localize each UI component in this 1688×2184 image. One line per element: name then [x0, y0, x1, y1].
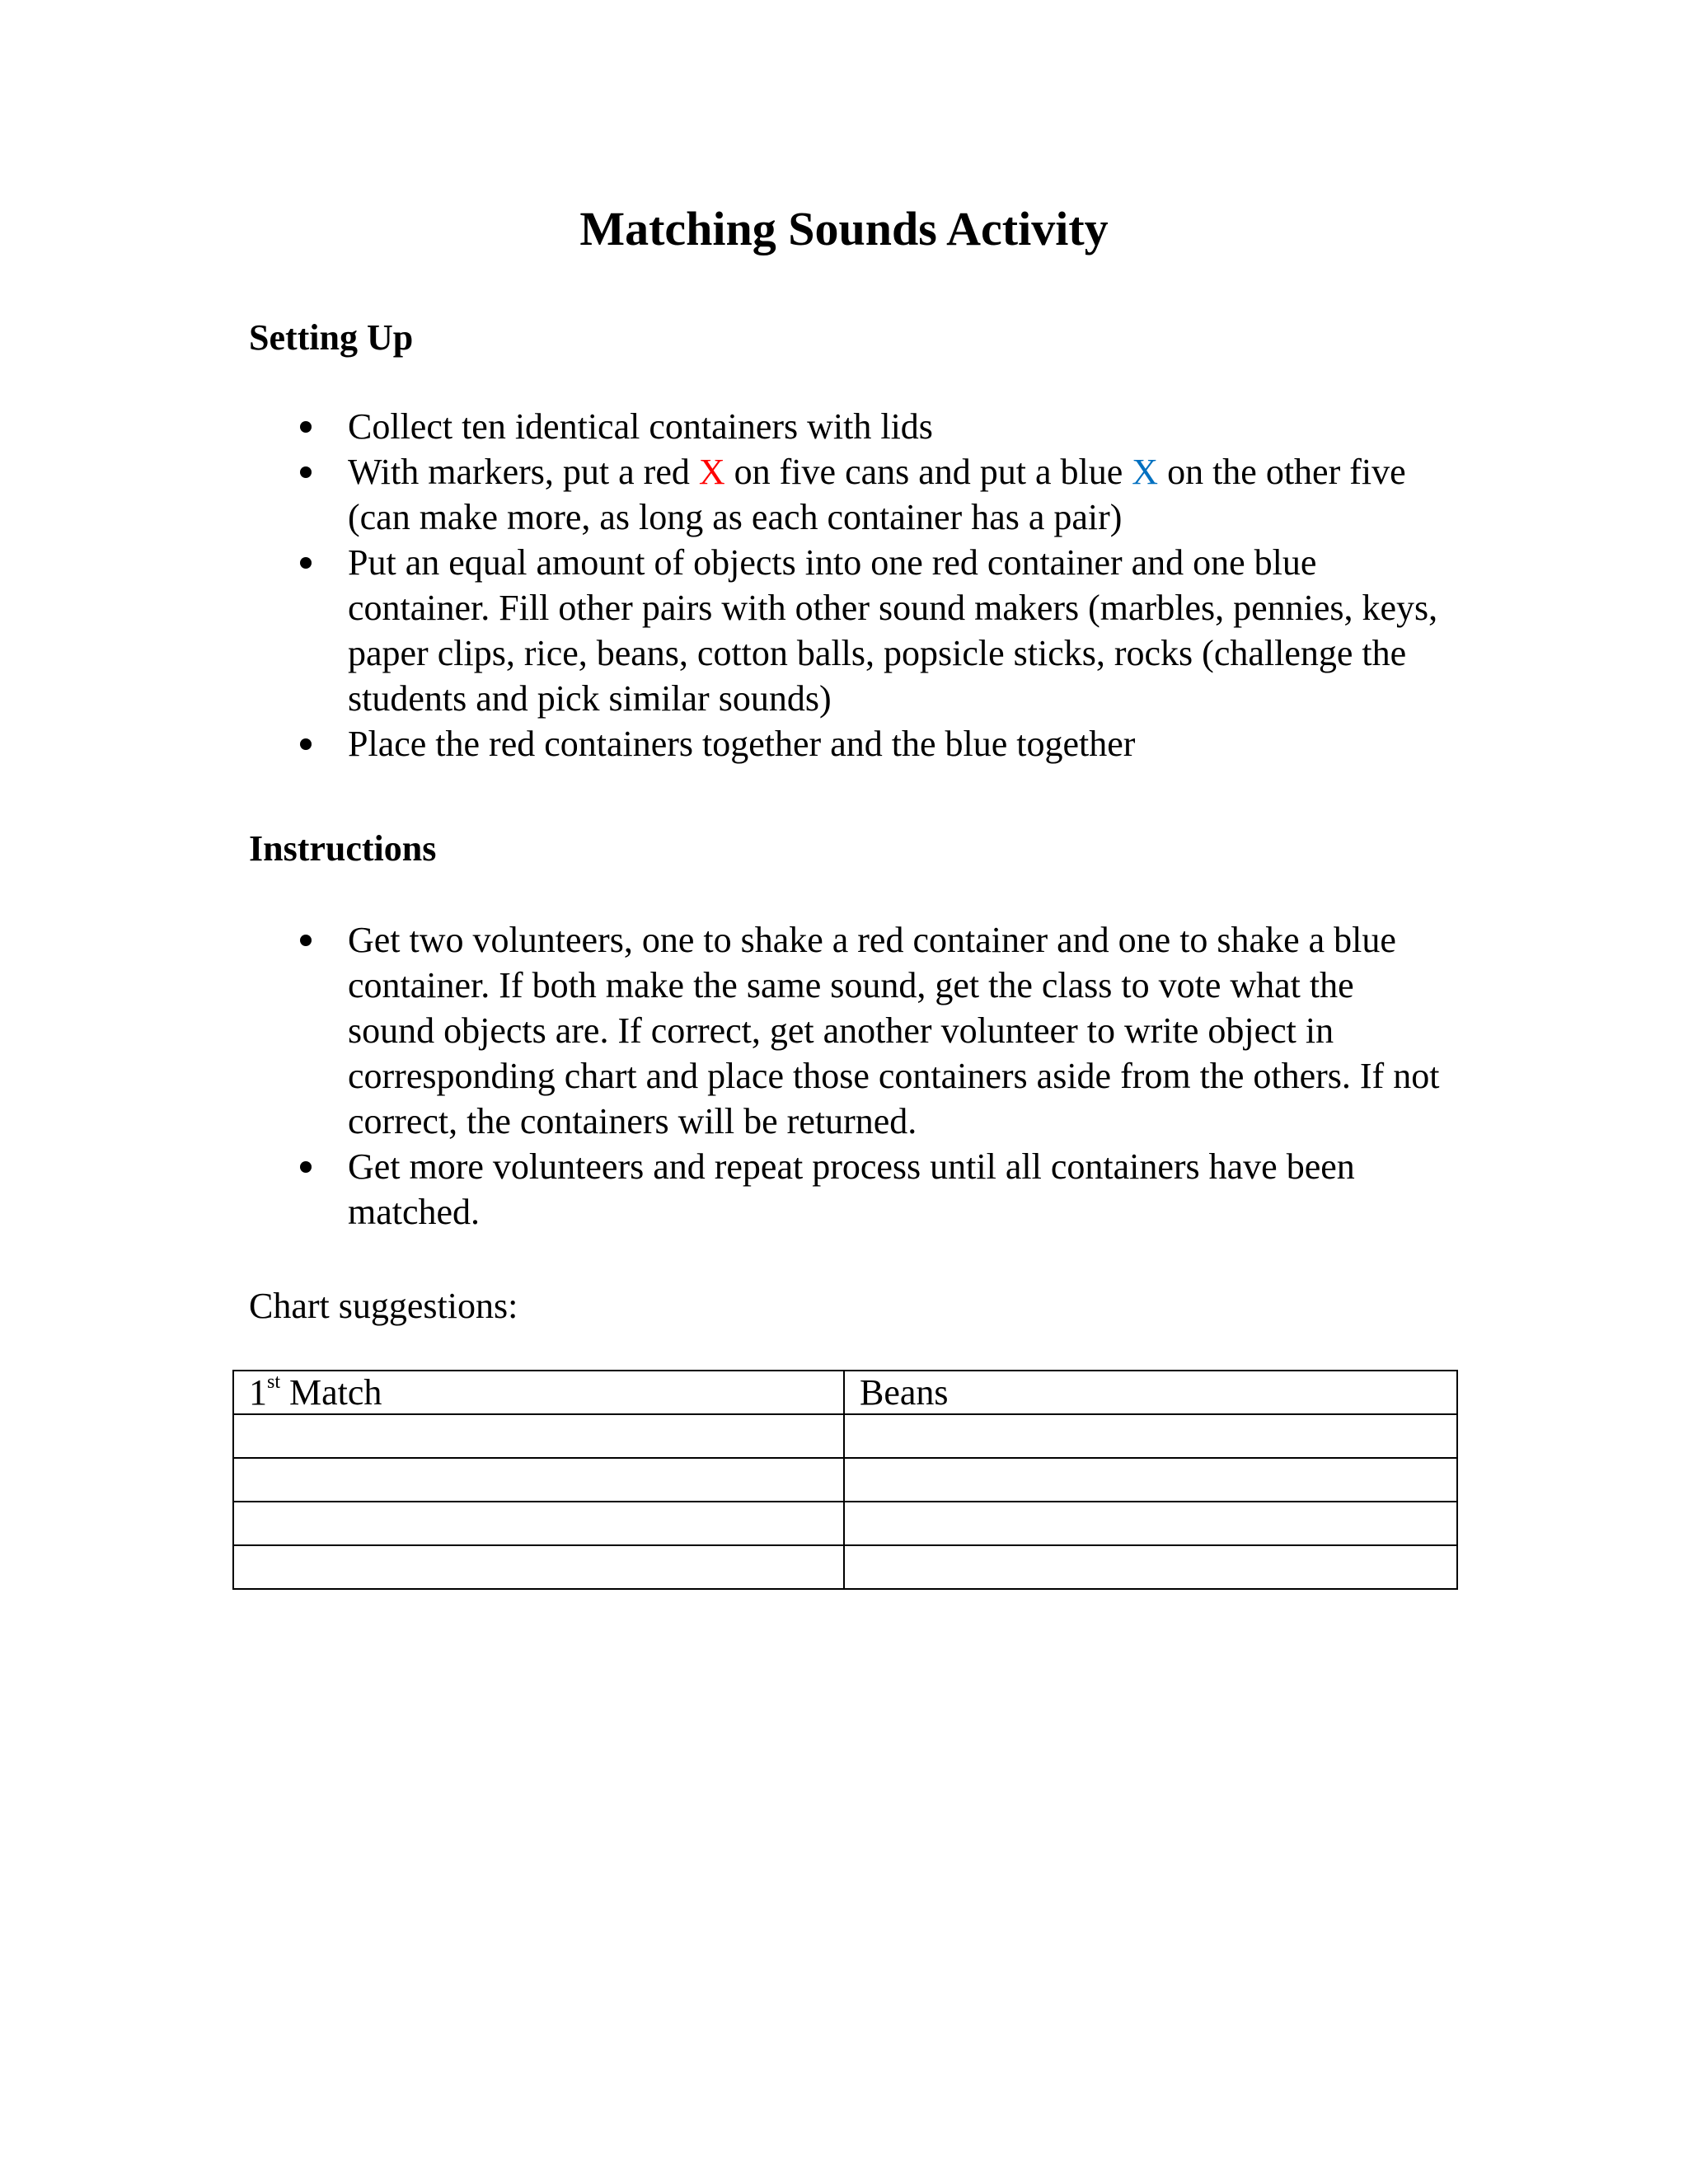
list-item-text: Place the red containers together and the blue together	[348, 724, 1136, 764]
blue-x-mark: X	[1132, 452, 1159, 492]
table-cell	[844, 1502, 1457, 1545]
table-cell	[844, 1545, 1457, 1589]
table-cell	[844, 1458, 1457, 1502]
list-item-text: Get more volunteers and repeat process until all containers have been matched.	[348, 1146, 1355, 1232]
table-cell	[844, 1414, 1457, 1458]
match-ordinal-suffix: st	[267, 1371, 281, 1394]
instructions-list	[249, 917, 1444, 1235]
list-item-text-part: on five cans and put a blue	[724, 452, 1132, 492]
bullet-icon	[300, 935, 312, 946]
match-label: Match	[280, 1372, 382, 1413]
list-item	[249, 540, 1444, 721]
bullet-icon	[300, 421, 312, 433]
table-row	[233, 1502, 1457, 1545]
setup-heading: Setting Up	[249, 317, 414, 358]
table-cell	[233, 1414, 844, 1458]
table-row	[233, 1414, 1457, 1458]
list-item	[249, 917, 1444, 1144]
table-cell	[233, 1502, 844, 1545]
page-title: Matching Sounds Activity	[579, 202, 1109, 255]
match-ordinal: 1	[249, 1372, 267, 1413]
list-item-text: Collect ten identical containers with lids	[348, 406, 933, 447]
list-item	[249, 449, 1444, 540]
bullet-icon	[300, 1161, 312, 1173]
bullet-icon	[300, 466, 312, 478]
table-cell	[233, 1371, 844, 1414]
table-row	[233, 1545, 1457, 1589]
list-item-text: Put an equal amount of objects into one red container and one blue container. Fill other pairs with other sound makers (marbles, pennies, keys, paper clips, rice, beans, cotton balls, popsicle sticks, rocks (challenge the students and pick similar sounds)	[348, 542, 1438, 719]
list-item-text-part: With markers, put a red	[348, 452, 699, 492]
bullet-icon	[300, 557, 312, 569]
table-row	[233, 1458, 1457, 1502]
chart-suggestions-label: Chart suggestions:	[249, 1286, 518, 1326]
table-cell	[233, 1458, 844, 1502]
list-item-text-part: on the other five (can make more, as long as each container has a pair)	[348, 452, 1406, 537]
setup-list	[249, 404, 1444, 766]
instructions-heading: Instructions	[249, 828, 437, 869]
table-cell	[233, 1545, 844, 1589]
table-cell: Beans	[844, 1371, 1457, 1414]
table-row	[233, 1371, 1457, 1414]
chart-table	[232, 1370, 1458, 1590]
list-item	[249, 1144, 1444, 1235]
red-x-mark: X	[698, 452, 725, 492]
list-item	[249, 721, 1444, 766]
list-item	[249, 404, 1444, 449]
bullet-icon	[300, 738, 312, 750]
list-item-text: Get two volunteers, one to shake a red container and one to shake a blue container. If both make the same sound, get the class to vote what the sound objects are. If correct, get another volunteer to write object in corresponding chart and place those containers aside from the others. If not correct, the containers will be returned.	[348, 920, 1440, 1141]
